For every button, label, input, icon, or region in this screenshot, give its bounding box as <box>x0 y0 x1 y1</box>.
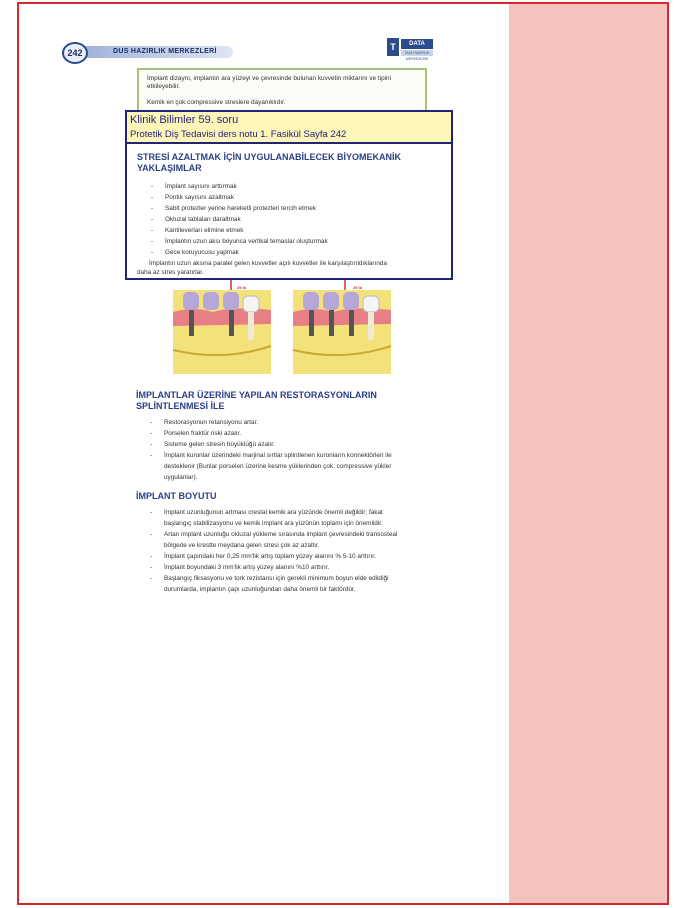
overlay-header <box>127 112 451 142</box>
publisher-logo <box>387 38 435 61</box>
implant-illustration <box>173 280 393 376</box>
overlay-title: Klinik Bilimler 59. soru <box>130 114 239 126</box>
question-overlay <box>125 110 453 280</box>
section-title: STRESİ AZALTMAK İÇİN UYGULANABİLECEK BİYOMEKANİK <box>137 152 401 162</box>
logo-subtitle: DUS HAZIRLIK MERKEZLERİ <box>401 50 433 56</box>
header-title: DUS HAZIRLIK MERKEZLERİ <box>113 48 217 55</box>
list-item-continuation: başlangıç stabilizasyonu ve kemik implant ara yüzünün toplamı için önemlidir. <box>164 520 383 527</box>
force-label: 25 lb <box>237 285 247 290</box>
note-box <box>137 68 427 114</box>
logo-box: T <box>387 38 399 56</box>
section-title: İMPLANTLAR ÜZERİNE YAPILAN RESTORASYONLARIN <box>136 390 377 400</box>
note-line: İmplant dizaynı, implantın ara yüzeyi ve çevresinde bulunan kuvvetin miktarını ve tipini <box>147 75 392 82</box>
paragraph-line: İmplantın uzun aksına paralel gelen kuvvetler açılı kuvvetler ile karşılaştırıldıklarında <box>149 260 387 267</box>
jaw-left <box>173 280 271 374</box>
paragraph-line: daha az stres yaratırlar. <box>137 269 204 276</box>
section-title: İMPLANT BOYUTU <box>136 491 217 501</box>
overlay-source: Protetik Diş Tedavisi ders notu 1. Fasikül Sayfa 242 <box>130 129 347 140</box>
overlay-body: STRESİ AZALTMAK İÇİN UYGULANABİLECEK BİYOMEKANİK YAKLAŞIMLAR - İmplant sayısını arttırmak - Pontik sayısını azaltmak - Sabit protezler yerine hareketli protezleri tercih etmek - Okluzal tablaları daraltmak - Kantileverları elimine etmek - İmplantın uzun aksı boyunca vertikal temaslar oluşturmak - Gece koruyucusu yapmak İmplantın uzun aksına paralel gelen kuvvetler açılı kuvvetler ile karşılaştırıldıklarında daha az stres yaratırlar. <box>127 142 451 280</box>
jaw-right <box>293 280 391 374</box>
page-number: 242 <box>62 42 88 64</box>
logo-word: DATA <box>401 39 433 49</box>
note-line: etkileyebilir. <box>147 83 181 90</box>
section-title: SPLİNTLENMESİ İLE <box>136 401 225 411</box>
force-label: 25 lb <box>353 285 363 290</box>
list-item-continuation: bölgede ve krestte meydana gelen stresi çok az azaltır. <box>164 542 320 549</box>
list-item-continuation: durumlarda, implantın çapı uzunluğundan daha önemli bir faktördür. <box>164 586 356 593</box>
right-margin-panel <box>509 4 669 905</box>
page-frame: 242 DUS HAZIRLIK MERKEZLERİ T DATA DUS HAZIRLIK MERKEZLERİ İmplant dizaynı, implantın ara yüzeyi ve çevresinde bulunan kuvvetin miktarını ve tipini etkileyebilir. Kemik en çok compressive streslere dayanıklıdır. Klinik Bilimler 59. soru Protetik Diş Tedavisi ders notu 1. Fasikül Sayfa 242 STRESİ AZALTMAK İÇİN UYGULANABİLECEK BİYOMEKANİK YAKLAŞIMLAR - İmplant sayısını arttırmak - Pontik sayısını azaltmak - Sabit protezler yerine hareketli protezleri tercih etmek - Okluzal tablaları daraltmak - Kantileverları elimine etmek - İmplantın uzun aksı boyunca vertikal temaslar oluşturmak - Gece koruyucusu yapmak İmplantın uzun aksına paralel gelen kuvvetler açılı kuvvetler ile karşılaştırıldıklarında daha az stres yaratırlar. 25 lb 25 lb İMPLANTLAR ÜZERİNE YAPILAN RESTORASYONLARIN SPLİNTLENMESİ İLE - Restorasyonun retansiyonu artar. - Porselen fraktür riski azalır. - Sisteme gelen stresin büyüklüğü azalır. - İmplant kuronlar üzerindeki marjinal sırtlar splintlenen kuronların konnektörleri ile desteklenir (Bunlar porselen üzerine kesme yüklerinden çok, compressive yükler uygulanlar). İMPLANT BOYUTU - İmplant uzunluğunun artması crestal kemik ara yüzünde önemli değildir; fakat başlangıç stabilizasyonu ve kemik implant ara yüzünün toplamı için önemlidir. - Artan implant uzunluğu okluzal yükleme sırasında implant çevresindeki transosteal bölgede ve krestte meydana gelen stresi çok az azaltır. - İmplant çapındaki her 0,25 mm'lik artış toplam yüzey alanını % 5-10 arttırır. - İmplant boyundaki 3 mm'lik artış yüzey alanını %10 arttırır. - Başlangıç fiksasyonu ve tork rezistansı için gerekli minimum boyun elde edildiği durumlarda, implantın çapı uzunluğundan daha önemli bir faktördür. <box>17 2 669 905</box>
list-item-continuation: desteklenir (Bunlar porselen üzerine kesme yüklerinden çok, compressive yükler <box>164 463 392 470</box>
section-title: YAKLAŞIMLAR <box>137 163 202 173</box>
list-item-continuation: uygulanlar). <box>164 474 198 481</box>
note-line: Kemik en çok compressive streslere dayanıklıdır. <box>147 99 286 106</box>
